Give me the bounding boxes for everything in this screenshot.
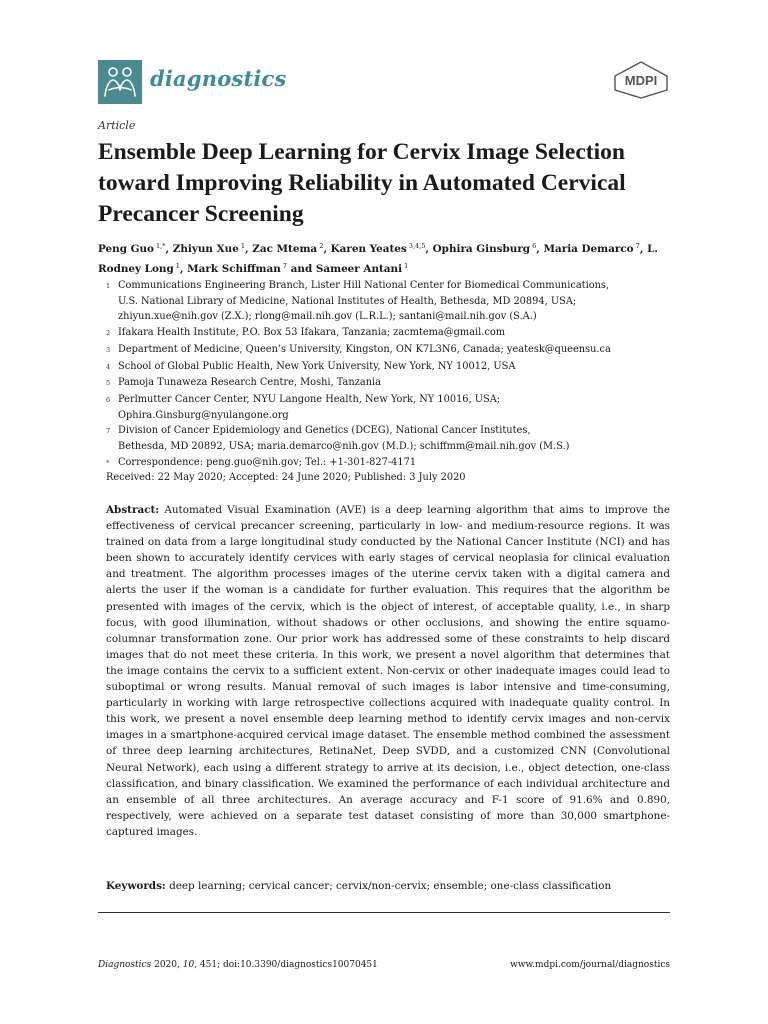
author-name: Ophira Ginsburg [432,243,531,255]
citation-footer: Diagnostics 2020, 10, 451; doi:10.3390/diagnostics10070451 [98,960,378,970]
keywords [106,880,670,892]
author-affiliation-marker: 1,* [153,242,166,250]
author-name: L. Rodney Long [98,243,658,275]
affiliation-number: 1 [106,282,111,290]
affiliation-number: 6 [106,395,111,404]
author-affiliation-marker: 2 [317,242,324,250]
affiliation-line: zhiyun.xue@nih.gov (Z.X.); rlong@mail.nih.gov (L.R.L.); santani@mail.nih.gov (S.A.) [118,311,537,323]
journal-name: diagnostics [150,66,287,91]
affiliation-number: 5 [106,379,111,388]
affiliation-number: * [106,458,110,467]
author-name: Mark Schiffman [187,263,281,275]
author-name: Zac Mtema [252,243,318,255]
author-list: Peng Guo $^{1,*}$, Zhiyun Xue $^1$, Zac Mtema $^2$, Karen Yeates $^{3,4,5}$, Ophira Ginsburg $^6$, Maria Demarco $^7$, L. Rodney Long $^1$, Mark Schiffman $^7$ and Sameer Antani $^1$ [98,242,658,275]
author-affiliation-marker: 1 [173,262,180,270]
footer-divider [98,912,670,913]
affiliation-number: 4 [106,362,111,371]
affiliation-item [98,342,678,359]
affiliation-number: 2 [106,329,111,338]
article-type: Article [98,119,136,132]
journal-logo [98,60,142,104]
author-name: Zhiyun Xue [172,243,239,255]
affiliation-line: Division of Cancer Epidemiology and Genetics (DCEG), National Cancer Institutes, [118,425,531,437]
affiliation-line: U.S. National Library of Medicine, National Institutes of Health, Bethesda, MD 20894, USA; [118,295,577,307]
author-name: Maria Demarco [543,243,634,255]
publication-dates: Received: 22 May 2020; Accepted: 24 June 2020; Published: 3 July 2020 [106,472,466,483]
footer-journal: Diagnostics [98,960,152,970]
mdpi-logo-icon [612,60,670,100]
affiliation-list [98,278,678,471]
affiliation-line: Bethesda, MD 20892, USA; maria.demarco@nih.gov (M.D.); schiffmm@mail.nih.gov (M.S.) [118,441,570,453]
affiliation-text [118,375,678,392]
affiliation-number: 3 [106,345,111,354]
abstract [106,502,670,840]
affiliation-text [118,423,678,454]
author-name: Karen Yeates [330,243,407,255]
affiliation-text [118,392,678,423]
mdpi-logo [612,60,670,100]
mdpi-logo-text: MDPI [624,73,658,88]
affiliation-line: Department of Medicine, Queen’s University, Kingston, ON K7L3N6, Canada; yeatesk@queensu.ca [118,343,611,355]
affiliation-line: Perlmutter Cancer Center, NYU Langone Health, New York, NY 10016, USA; [118,393,501,405]
author-affiliation-marker: 6 [530,242,537,250]
affiliation-item [98,359,678,376]
affiliation-item [98,278,678,325]
affiliation-item [98,325,678,342]
affiliation-line: Ophira.Ginsburg@nyulangone.org [118,409,289,421]
abstract-text: Automated Visual Examination (AVE) is a deep learning algorithm that aims to improve the effectiveness of cervical precancer screening, particularly in low- and medium-resource regions. It was trained on data from a large longitudinal study conducted by the National Cancer Institute (NCI) and has been shown to accurately identify cervices with early stages of cervical neoplasia for clinical evaluation and treatment. The algorithm processes images of the uterine cervix taken with a digital camera and alerts the user if the woman is a candidate for further evaluation. This requires that the algorithm be presented with images of the cervix, which is the object of interest, of acceptable quality, i.e., in sharp focus, with good illumination, without shadows or other occlusions, and showing the entire squamo-columnar transformation zone. Our prior work has addressed some of these constraints to help discard images that do not meet these criteria. In this work, we present a novel algorithm that determines that the image contains the cervix to a sufficient extent. Non-cervix or other inadequate images could lead to suboptimal or wrong results. Manual removal of such images is labor intensive and time-consuming, particularly in working with large retrospective collections acquired with inadequate quality control. In this work, we present a novel ensemble deep learning method to identify cervix images and non-cervix images in a smartphone-acquired cervical image dataset. The ensemble method combined the assessment of three deep learning architectures, RetinaNet, Deep SVDD, and a customized CNN (Convolutional Neural Network), each using a different strategy to arrive at its decision, i.e., object detection, one-class classification, and binary classification. We examined the performance of each individual architecture and an ensemble of all three architectures. An average accuracy and F-1 score of 91.6% and 0.890, respectively, were achieved on a separate test dataset consisting of more than 30,000 smartphone-captured images. [106,504,670,838]
author-name: Sameer Antani [315,263,403,275]
abstract-label: Abstract: [106,504,160,516]
journal-url[interactable]: www.mdpi.com/journal/diagnostics [510,960,670,970]
affiliation-text [118,359,678,376]
author-name: Peng Guo [98,243,154,255]
affiliation-line: Ifakara Health Institute, P.O. Box 53 Ifakara, Tanzania; zacmtema@gmail.com [118,327,506,339]
affiliation-line: School of Global Public Health, New York University, New York, NY 10012, USA [118,360,516,372]
footer-volume: 10 [182,960,195,970]
affiliation-item [98,455,678,472]
affiliation-text [118,342,678,359]
affiliation-text [118,455,678,472]
author-affiliation-marker: 1 [238,242,246,250]
affiliation-item [98,375,678,392]
author-affiliation-marker: 3,4,5 [406,242,426,250]
affiliation-line: Pamoja Tunaweza Research Centre, Moshi, Tanzania [118,377,381,389]
journal-logo-icon [98,60,142,104]
author-affiliation-marker: 1 [402,262,409,270]
affiliation-line: Correspondence: peng.guo@nih.gov; Tel.: +1-301-827-4171 [118,456,417,468]
keywords-label: Keywords: [106,880,166,892]
article-title: Ensemble Deep Learning for Cervix Image Selection toward Improving Reliability in Automated Cervical Precancer Screening [98,139,626,227]
affiliation-item [98,423,678,454]
affiliation-text [118,278,678,325]
author-affiliation-marker: 7 [633,242,640,250]
author-affiliation-marker: 7 [280,262,288,270]
affiliation-item [98,392,678,423]
footer-year: 2020 [154,960,177,970]
keywords-text: deep learning; cervical cancer; cervix/non-cervix; ensemble; one-class classification [169,880,612,892]
affiliation-number: 7 [106,427,111,436]
footer-rest: , 451; doi:10.3390/diagnostics10070451 [194,960,378,970]
affiliation-line: Communications Engineering Branch, Lister Hill National Center for Biomedical Communications, [118,280,610,291]
affiliation-text [118,325,678,342]
